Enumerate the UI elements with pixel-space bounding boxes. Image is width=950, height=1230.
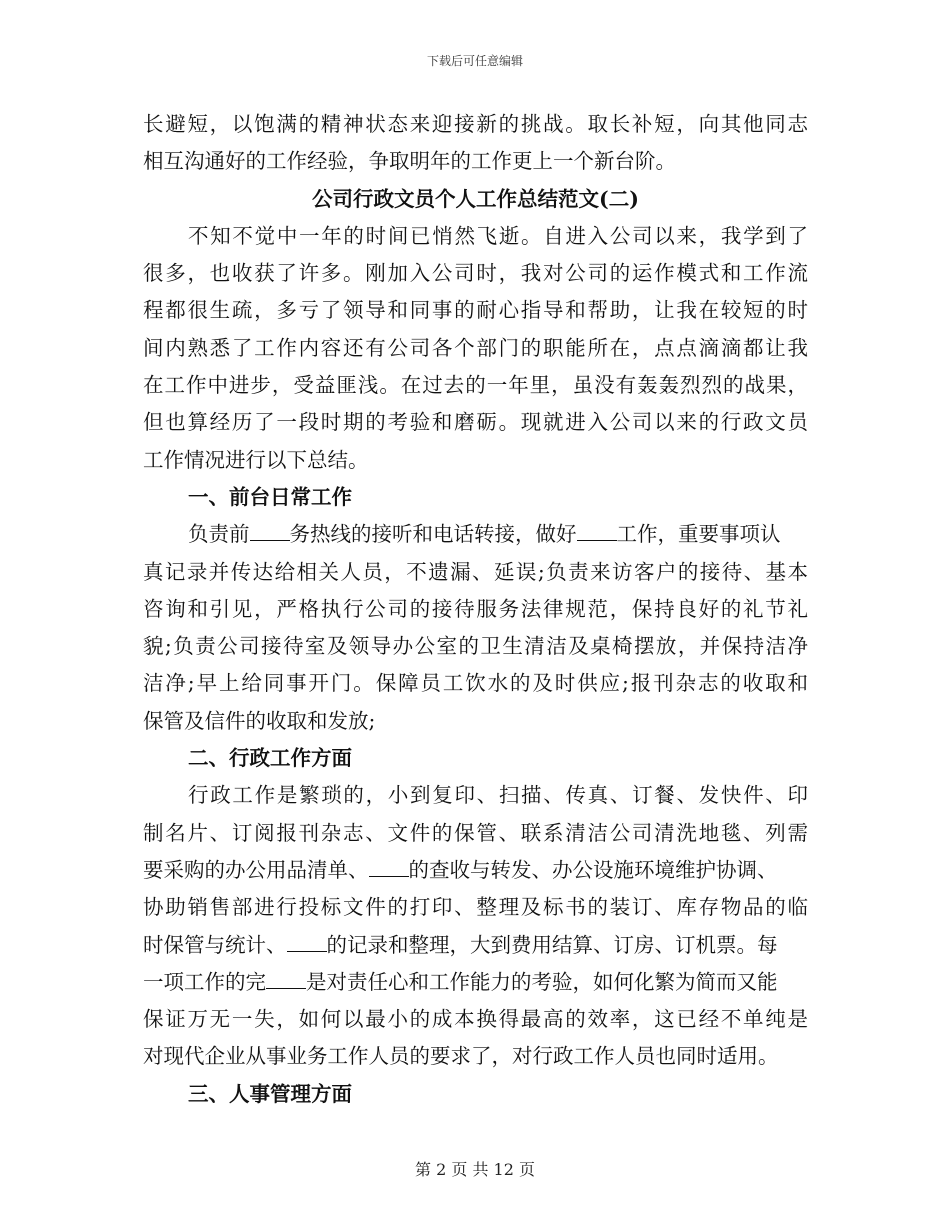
paragraph-line (143, 964, 808, 1001)
paragraph-line: 但也算经历了一段时期的考验和磨砺。现就进入公司以来的行政文员 (143, 410, 808, 435)
paragraph-line: 工作情况进行以下总结。 (143, 447, 369, 472)
intro-line: 长避短，以饱满的精神状态来迎接新的挑战。取长补短，向其他同志 (143, 112, 808, 136)
text-fragment: 要采购的办公用品清单、 (143, 857, 369, 882)
paragraph-line: 保管及信件的收取和发放; (143, 708, 376, 733)
blank-underline (266, 966, 306, 989)
text-fragment: 一项工作的完 (143, 969, 266, 994)
paragraph-line: 协助销售部进行投标文件的打印、整理及标书的装订、库存物品的临 (143, 895, 808, 920)
intro-line: 相互沟通好的工作经验，争取明年的工作更上一个新台阶。 (143, 149, 676, 174)
page-number: 第 2 页 共 12 页 (415, 1160, 535, 1179)
paragraph-line: 真记录并传达给相关人员，不遗漏、延误;负责来访客户的接待、基本 (143, 559, 808, 584)
document-body (143, 106, 808, 1113)
section-heading: 三、人事管理方面 (188, 1081, 352, 1106)
section-heading: 二、行政工作方面 (188, 746, 352, 771)
text-fragment: 的记录和整理，大到费用结算、订房、订机票。每 (326, 932, 778, 957)
text-fragment: 是对责任心和工作能力的考验，如何化繁为简而又能 (306, 969, 778, 994)
paragraph-line: 不知不觉中一年的时间已悄然飞逝。自进入公司以来，我学到了 (188, 223, 808, 248)
paragraph-line: 洁净;早上给同事开门。保障员工饮水的及时供应;报刊杂志的收取和 (143, 671, 808, 696)
text-fragment: 务热线的接听和电话转接，做好 (289, 522, 577, 547)
paragraph-line: 对现代企业从事业务工作人员的要求了，对行政工作人员也同时适用。 (143, 1044, 779, 1069)
text-fragment: 工作，重要事项认 (616, 522, 781, 547)
page-header-note: 下载后可任意编辑 (426, 54, 523, 68)
paragraph-line: 貌;负责公司接待室及领导办公室的卫生清洁及桌椅摆放，并保持洁净 (143, 634, 808, 659)
document-title: 公司行政文员个人工作总结范文(二) (312, 186, 639, 211)
section-heading: 一、前台日常工作 (188, 484, 352, 509)
blank-underline (250, 518, 290, 541)
text-fragment: 负责前 (188, 522, 250, 547)
paragraph-line (143, 927, 808, 964)
paragraph-line: 行政工作是繁琐的，小到复印、扫描、传真、订餐、发快件、印 (188, 783, 808, 808)
text-fragment: 的查收与转发、办公设施环境维护协调、 (408, 857, 778, 882)
paragraph-line: 间内熟悉了工作内容还有公司各个部门的职能所在，点点滴滴都让我 (143, 335, 808, 360)
blank-underline (287, 929, 327, 952)
paragraph-line: 在工作中进步，受益匪浅。在过去的一年里，虽没有轰轰烈烈的战果， (143, 373, 808, 398)
paragraph-line (143, 516, 808, 553)
blank-underline (369, 854, 409, 877)
paragraph-line (143, 852, 808, 889)
paragraph-line: 保证万无一失，如何以最小的成本换得最高的效率，这已经不单纯是 (143, 1007, 808, 1032)
paragraph-line: 很多，也收获了许多。刚加入公司时，我对公司的运作模式和工作流 (143, 261, 808, 286)
paragraph-line: 咨询和引见，严格执行公司的接待服务法律规范，保持良好的礼节礼 (143, 596, 808, 621)
blank-underline (577, 518, 617, 541)
text-fragment: 时保管与统计、 (143, 932, 287, 957)
paragraph-line: 制名片、订阅报刊杂志、文件的保管、联系清洁公司清洗地毯、列需 (143, 820, 808, 845)
paragraph-line: 程都很生疏，多亏了领导和同事的耐心指导和帮助，让我在较短的时 (143, 298, 808, 323)
